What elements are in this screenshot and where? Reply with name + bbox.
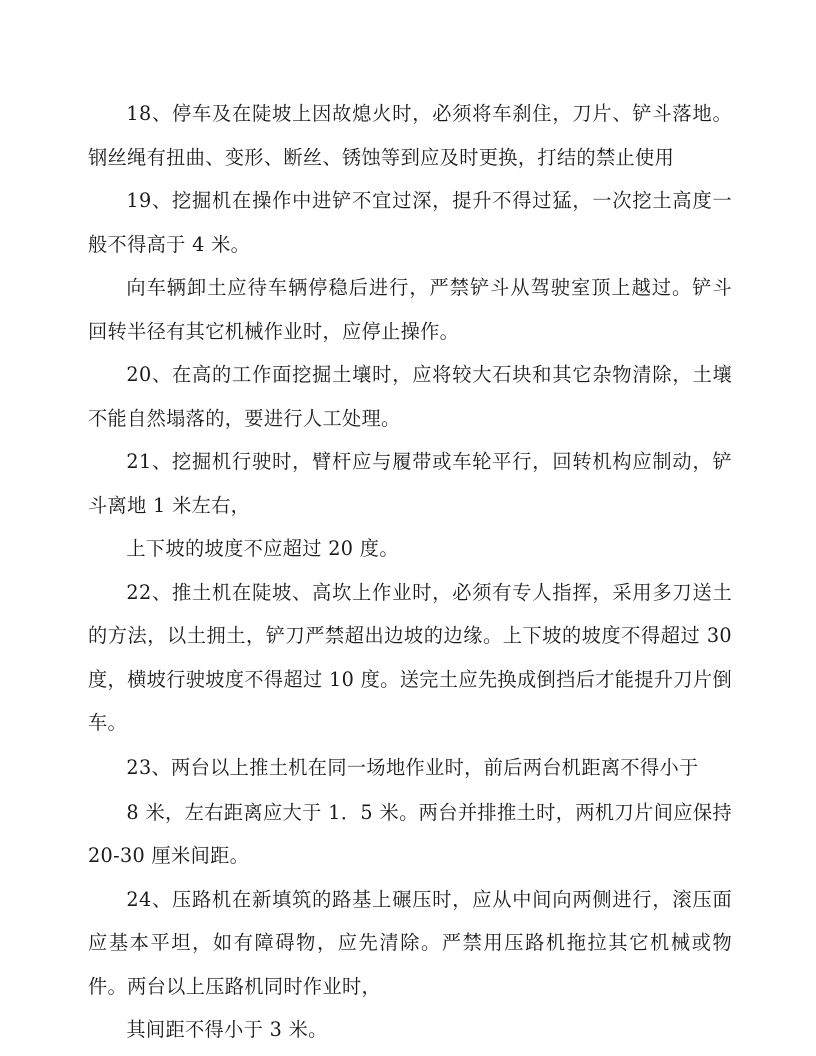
- paragraph-21: 21、挖掘机行驶时，臂杆应与履带或车轮平行，回转机构应制动，铲斗离地 1 米左右，: [88, 450, 732, 517]
- paragraph-24: 24、压路机在新填筑的路基上碾压时，应从中间向两侧进行，滚压面应基本平坦，如有障碍物，应先清除。严禁用压路机拖拉其它机械或物件。两台以上压路机同时作业时，: [88, 887, 732, 998]
- paragraph-23-continued: 8 米，左右距离应大于 1．5 米。两台并排推土时，两机刀片间应保持 20-30 厘米间距。: [88, 800, 732, 867]
- paragraph-19-continued: 向车辆卸土应待车辆停稳后进行，严禁铲斗从驾驶室顶上越过。铲斗回转半径有其它机械作业时，应停止操作。: [88, 276, 732, 343]
- paragraph-19: 19、挖掘机在操作中进铲不宜过深，提升不得过猛，一次挖土高度一般不得高于 4 米。: [88, 189, 732, 256]
- paragraph-20: 20、在高的工作面挖掘土壤时，应将较大石块和其它杂物清除，土壤不能自然塌落的，要进行人工处理。: [88, 363, 732, 430]
- document-body: [88, 92, 732, 1052]
- paragraph-18: 18、停车及在陡坡上因故熄火时，必须将车刹住，刀片、铲斗落地。钢丝绳有扭曲、变形、断丝、锈蚀等到应及时更换，打结的禁止使用: [88, 102, 732, 169]
- paragraph-22: 22、推土机在陡坡、高坎上作业时，必须有专人指挥，采用多刀送土的方法，以土拥土，铲刀严禁超出边坡的边缘。上下坡的坡度不得超过 30 度，横坡行驶坡度不得超过 10 度。送完土应先换成倒挡后才能提升刀片倒车。: [88, 580, 732, 734]
- paragraph-23: 23、两台以上推土机在同一场地作业时，前后两台机距离不得小于: [126, 755, 699, 779]
- paragraph-24-continued: 其间距不得小于 3 米。: [126, 1018, 328, 1041]
- paragraph-21-continued: 上下坡的坡度不应超过 20 度。: [126, 537, 399, 560]
